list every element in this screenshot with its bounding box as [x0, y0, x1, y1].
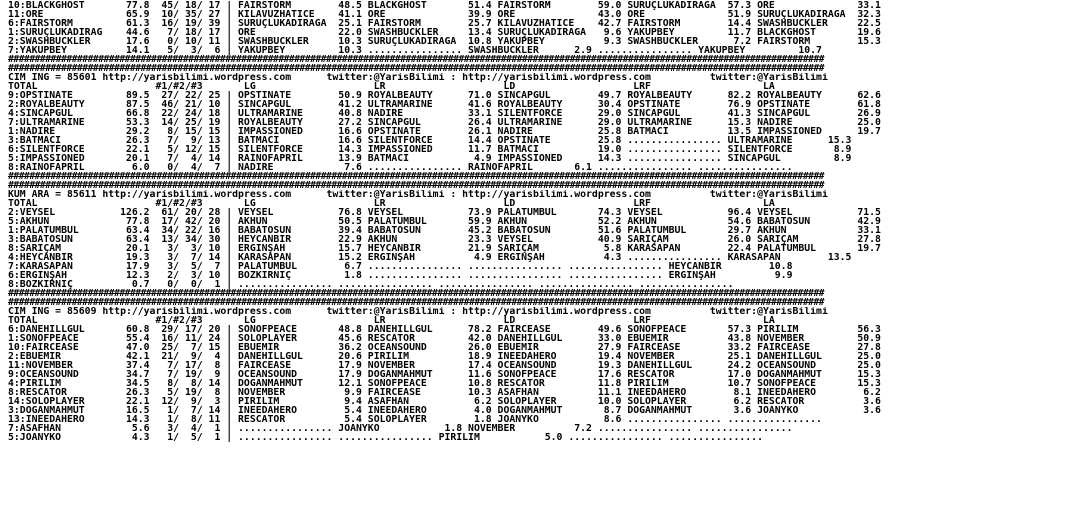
result-row: 5:JOANYKO 4.3 1/ 5/ 1 | ................ ................ PIRILIM 5.0 ................ ................: [8, 433, 763, 442]
result-row: 8:SARIÇAM 20.1 3/ 3/ 10 | ERGİNŞAH 15.7 HEYCANBİR 21.9 SARIÇAM 5.8 KARASAPAN 22.4 PALATUMBUL 19.7: [8, 244, 881, 253]
result-row: 10:BLACKGHOST 77.8 45/ 18/ 17 | FAIRSTORM 48.5 BLACKGHOST 51.4 FAIRSTORM 59.0 SURUÇLUKADİRAĞA 57.3 ORE 33.1: [8, 1, 881, 10]
race-title: KUM ARA = 85611 http://yarisbilimi.wordpress.com twitter:@YarisBilimi : http://yarisbilimi.wordpress.com twitter:@YarisBilimi: [8, 190, 828, 199]
result-row: 7:ASAFHAN 5.6 3/ 4/ 1 | ................ JOANYKO 1.8 NOVEMBER 7.2 ................ ................: [8, 424, 793, 433]
result-row: 7:YAKUPBEY 14.1 5/ 3/ 6 | YAKUPBEY 10.3 ................ SWASHBUCKLER 2.9 ................ YAKUPBEY 10.7: [8, 46, 822, 55]
result-row: 3:BATMACI 26.3 7/ 9/ 13 | BATMACI 16.6 SILENTFORCE 14.4 OPSTINATE 25.8 ................ ULTRAMARINE 15.3: [8, 136, 852, 145]
result-row: 6:SILENTFORCE 22.1 5/ 12/ 15 | SILENTFORCE 14.3 IMPASSIONED 11.7 BATMACI 19.0 ................ SILENTFORCE 8.9: [8, 145, 852, 154]
race-section-3: [8, 307, 1077, 442]
separator-line: ##########################################################################################################################################################: [8, 289, 824, 298]
result-row: 3:BABATOSUN 63.4 13/ 34/ 30 | HEYCANBİR 22.9 AKHUN 23.3 VEYSEL 40.9 SARIÇAM 26.0 SARIÇAM 27.8: [8, 235, 881, 244]
result-row: 6:FAIRSTORM 61.3 16/ 19/ 39 | SURUÇLUKADİRAĞA 25.1 FAIRSTORM 25.7 KILAVUZHATİCE 42.7 FAIRSTORM 14.4 SWASHBUCKLER 22.5: [8, 19, 881, 28]
separator-line: ##########################################################################################################################################################: [8, 298, 824, 307]
separator-line: ##########################################################################################################################################################: [8, 172, 824, 181]
result-row: 13:INEEDAHERO 14.3 1/ 8/ 11 | RESCATOR 5.4 SOLOPLAYER 1.8 JOANYKO 8.6 ................ ................: [8, 415, 822, 424]
top-block: [8, 1, 1077, 55]
result-row: 6:DANEHILLGÜL 60.8 29/ 17/ 20 | SONOFPEACE 48.8 DANEHILLGÜL 78.2 FAIRCEASE 49.6 SONOFPEACE 57.3 PIRILIM 56.3: [8, 325, 881, 334]
result-row: 1:NADİRE 29.2 8/ 15/ 15 | IMPASSIONED 16.6 OPSTINATE 26.1 NADİRE 25.8 BATMACI 13.5 IMPASSIONED 19.7: [8, 127, 881, 136]
result-row: 2:VEYSEL 126.2 61/ 20/ 28 | VEYSEL 76.8 VEYSEL 73.9 PALATUMBUL 74.3 VEYSEL 96.4 VEYSEL 71.5: [8, 208, 881, 217]
result-row: 14:SOLOPLAYER 22.1 12/ 9/ 3 | PIRILIM 9.4 ASAFHAN 6.2 SOLOPLAYER 10.0 SOLOPLAYER 6.2 RESCATOR 3.6: [8, 397, 881, 406]
result-row: 8:RAINOFAPRIL 6.0 0/ 4/ 7 | NADİRE 7.6 ................ RAINOFAPRIL 6.1 ................ ................: [8, 163, 793, 172]
result-row: 9:OPSTINATE 89.5 27/ 22/ 25 | OPSTINATE 50.9 ROYALBEAUTY 71.0 SİNCAPGÜL 49.7 ROYALBEAUTY 82.2 ROYALBEAUTY 62.6: [8, 91, 881, 100]
result-row: 1:SURUÇLUKADİRAĞ 44.6 7/ 18/ 17 | ORE 22.0 SWASHBUCKLER 13.4 SURUÇLUKADİRAĞA 9.6 YAKUPBEY 11.7 BLACKGHOST 19.6: [8, 28, 881, 37]
result-row: 2:ROYALBEAUTY 87.5 46/ 21/ 10 | SİNCAPGÜL 41.2 ULTRAMARINE 41.6 ROYALBEAUTY 30.4 OPSTINATE 76.9 OPSTINATE 61.8: [8, 100, 881, 109]
result-row: 8:RESCATOR 26.3 5/ 19/ 8 | NOVEMBER 9.9 FAIRCEASE 10.3 ASAFHAN 11.1 INEEDAHERO 8.1 INEEDAHERO 6.2: [8, 388, 881, 397]
result-row: 2:EBUEMİR 42.1 21/ 9/ 4 | DANEHILLGÜL 20.6 PIRILIM 18.9 INEEDAHERO 19.4 NOVEMBER 25.1 DANEHILLGÜL 25.0: [8, 352, 881, 361]
race-title: CIM ING = 85601 http://yarisbilimi.wordpress.com twitter:@YarisBilimi : http://yarisbilimi.wordpress.com twitter:@YarisBilimi: [8, 73, 828, 82]
column-headers: TOTAL #1/#2/#3 LG LR LD LRF LA: [8, 199, 775, 208]
result-row: 8:BOZKIRNIÇ 0.7 0/ 0/ 1 | ................ ................ ................ ................ ................: [8, 280, 734, 289]
result-row: 10:FAIRCEASE 47.0 25/ 7/ 15 | EBUEMİR 36.2 OCEANSOUND 26.0 EBUEMİR 27.9 FAIRCEASE 33.2 FAIRCEASE 27.8: [8, 343, 881, 352]
result-row: 11:ORE 65.9 10/ 35/ 27 | KILAVUZHATİCE 41.1 ORE 39.9 ORE 43.0 ORE 51.9 SURUÇLUKADİRAĞA 32.3: [8, 10, 881, 19]
result-row: 5:AKHUN 77.8 17/ 42/ 20 | AKHUN 50.5 PALATUMBUL 59.9 AKHUN 52.2 AKHUN 54.6 BABATOSUN 42.9: [8, 217, 881, 226]
result-row: 7:ULTRAMARINE 53.3 14/ 25/ 19 | ROYALBEAUTY 27.2 SİNCAPGÜL 26.4 ULTRAMARINE 29.0 ULTRAMARINE 15.3 NADİRE 25.0: [8, 118, 881, 127]
result-row: 1:PALATUMBUL 63.4 34/ 22/ 16 | BABATOSUN 39.4 BABATOSUN 45.2 BABATOSUN 51.6 PALATUMBUL 29.7 AKHUN 33.1: [8, 226, 881, 235]
result-row: 4:HEYCANBİR 19.3 3/ 7/ 14 | KARASAPAN 15.2 ERGİNŞAH 4.9 ERGİNŞAH 4.3 ................ KARASAPAN 13.5: [8, 253, 852, 262]
result-row: 7:KARASAPAN 17.9 3/ 5/ 7 | PALATUMBUL 6.7 ................ ................ ................ HEYCANBİR 10.8: [8, 262, 793, 271]
separator-line: ##########################################################################################################################################################: [8, 64, 824, 73]
race-section-2: [8, 190, 1077, 289]
column-headers: TOTAL #1/#2/#3 LG LR LD LRF LA: [8, 82, 775, 91]
column-headers: TOTAL #1/#2/#3 LG LR LD LRF LA: [8, 316, 775, 325]
result-row: 3:DOĞANMAHMUT 16.5 1/ 7/ 14 | INEEDAHERO 5.4 INEEDAHERO 4.0 DOĞANMAHMUT 8.7 DOĞANMAHMUT 3.6 JOANYKO 3.6: [8, 406, 881, 415]
separator-line: ##########################################################################################################################################################: [8, 55, 824, 64]
result-row: 2:SWASHBUCKLER 17.6 0/ 10/ 11 | SWASHBUCKLER 10.3 SURUÇLUKADİRAĞA 10.8 YAKUPBEY 9.3 SWASHBUCKLER 7.2 FAIRSTORM 15.3: [8, 37, 881, 46]
separator-line: ##########################################################################################################################################################: [8, 181, 824, 190]
race-section-1: [8, 73, 1077, 172]
result-row: 6:ERGİNŞAH 12.3 2/ 3/ 10 | BOZKIRNIÇ 1.8 ................ ................ ................ ERGİNŞAH 9.9: [8, 271, 793, 280]
result-row: 4:SİNCAPGÜL 66.8 22/ 24/ 18 | ULTRAMARINE 40.8 NADİRE 33.1 SILENTFORCE 29.0 SİNCAPGÜL 41.3 SİNCAPGÜL 26.9: [8, 109, 881, 118]
race-title: CIM ING = 85609 http://yarisbilimi.wordpress.com twitter:@YarisBilimi : http://yarisbilimi.wordpress.com twitter:@YarisBilimi: [8, 307, 828, 316]
result-row: 4:PIRILIM 34.5 8/ 8/ 14 | DOĞANMAHMUT 12.1 SONOFPEACE 10.8 RESCATOR 11.8 PIRILIM 10.7 SONOFPEACE 15.3: [8, 379, 881, 388]
result-row: 11:NOVEMBER 37.4 7/ 17/ 8 | FAIRCEASE 17.9 NOVEMBER 17.4 OCEANSOUND 19.3 DANEHILLGÜL 24.2 OCEANSOUND 25.0: [8, 361, 881, 370]
result-row: 9:OCEANSOUND 34.7 7/ 19/ 9 | OCEANSOUND 17.9 DOĞANMAHMUT 11.6 SONOFPEACE 17.6 RESCATOR 17.0 DOĞANMAHMUT 15.3: [8, 370, 881, 379]
result-row: 1:SONOFPEACE 55.4 16/ 11/ 24 | SOLOPLAYER 45.6 RESCATOR 42.0 DANEHILLGÜL 33.0 EBUEMİR 43.8 NOVEMBER 50.9: [8, 334, 881, 343]
result-row: 5:IMPASSIONED 20.1 7/ 4/ 14 | RAINOFAPRIL 13.9 BATMACI 4.9 IMPASSIONED 14.3 ................ SİNCAPGÜL 8.9: [8, 154, 852, 163]
